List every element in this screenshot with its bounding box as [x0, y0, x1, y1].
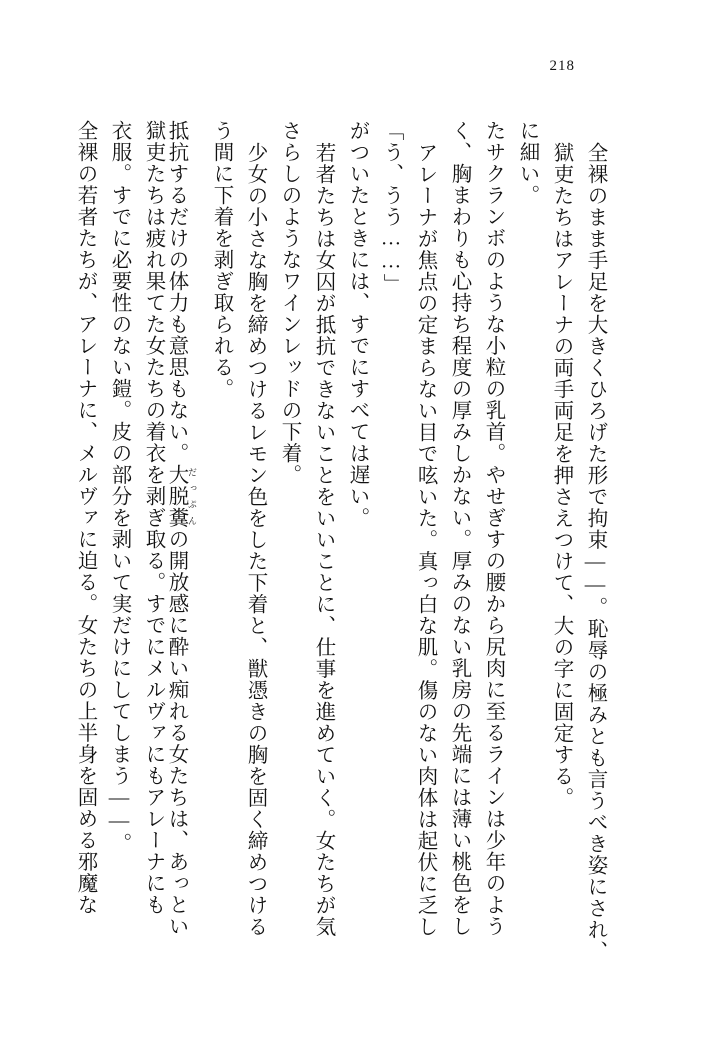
furigana-ruby: 大脱糞 だっぷん	[165, 464, 197, 529]
text-column: に細い。	[516, 120, 538, 206]
text-column: 衣服。すでに必要性のない鎧。皮の部分を剥いて実だけにしてしまう——。	[108, 120, 130, 854]
text-column: 「う、うう……」	[380, 120, 402, 295]
text-column: 若者たちは女囚が抵抗できないことをいいことに、仕事を進めていく。女たちが気	[312, 142, 334, 938]
text-column: たサクランボのような小粒の乳首。やせぎすの腰から尻肉に至るラインは少年のよう	[482, 120, 504, 937]
text-column: 全裸の若者たちが、アレーナに、メルヴァに迫る。女たちの上半身を固める邪魔な	[74, 120, 96, 916]
text-column: 抵抗するだけの体力も意思もない。大脱糞 だっぷんの開放感に酔い痴れる女たちは、あっとい	[165, 120, 197, 937]
text-column: 獄吏たちは疲れ果てた女たちの着衣を剥ぎ取る。すでにメルヴァにもアレーナにも	[142, 120, 164, 916]
vertical-text-block	[61, 120, 621, 1000]
text-column: く、胸まわりも心持ち程度の厚みしかない。厚みのない乳房の先端には薄い桃色をし	[448, 120, 470, 937]
text-column: う間に下着を剥ぎ取られる。	[210, 120, 232, 400]
text-column: 少女の小さな胸を締めつけるレモン色をした下着と、獣憑きの胸を固く締めつける	[244, 142, 266, 938]
text-column: 全裸のまま手足を大きくひろげた形で拘束——。恥辱の極みとも言うべき姿にされ、	[584, 142, 606, 962]
text-column: 獄吏たちはアレーナの両手両足を押さえつけて、大の字に固定する。	[550, 142, 572, 809]
text-column: アレーナが焦点の定まらない目で呟いた。真っ白な肌。傷のない肉体は起伏に乏し	[414, 142, 436, 938]
text-column: がついたときには、すでにすべては遅い。	[346, 120, 368, 529]
page-number: 218	[549, 58, 575, 74]
text-column: さらしのようなワインレッドの下着。	[278, 120, 300, 486]
